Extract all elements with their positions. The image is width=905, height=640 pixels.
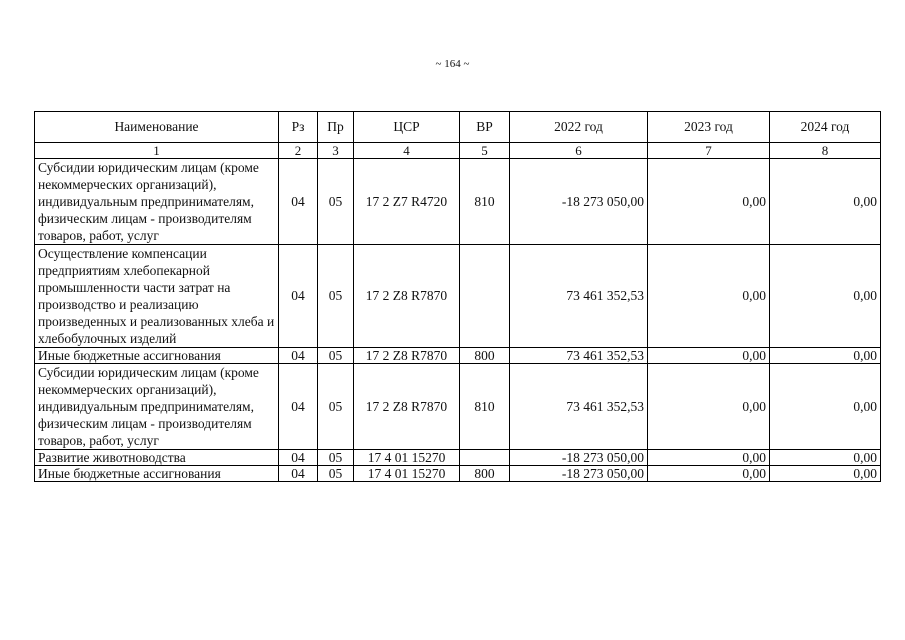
row-name: Субсидии юридическим лицам (кроме некоммерческих организаций), индивидуальным предпринимателям, физическим лицам - производителям товаров, работ, услуг — [35, 364, 279, 450]
column-number: 6 — [510, 143, 648, 159]
header-name: Наименование — [35, 112, 279, 143]
row-2022: 73 461 352,53 — [510, 348, 648, 364]
table-row — [35, 159, 881, 245]
row-pr: 05 — [318, 450, 354, 466]
row-name: Развитие животноводства — [35, 450, 279, 466]
table-row — [35, 466, 881, 482]
row-vr: 810 — [460, 364, 510, 450]
row-2022: -18 273 050,00 — [510, 450, 648, 466]
budget-table — [34, 111, 881, 482]
row-2023: 0,00 — [648, 450, 770, 466]
row-2024: 0,00 — [770, 466, 881, 482]
column-number: 8 — [770, 143, 881, 159]
row-csr: 17 2 Z8 R7870 — [354, 348, 460, 364]
column-number: 1 — [35, 143, 279, 159]
row-2024: 0,00 — [770, 364, 881, 450]
column-number: 5 — [460, 143, 510, 159]
row-rz: 04 — [279, 450, 318, 466]
row-2024: 0,00 — [770, 348, 881, 364]
row-vr: 800 — [460, 466, 510, 482]
row-2024: 0,00 — [770, 245, 881, 348]
header-row — [35, 112, 881, 143]
header-2022: 2022 год — [510, 112, 648, 143]
header-2023: 2023 год — [648, 112, 770, 143]
row-2024: 0,00 — [770, 159, 881, 245]
row-vr — [460, 450, 510, 466]
column-number: 2 — [279, 143, 318, 159]
table-row — [35, 348, 881, 364]
row-2022: 73 461 352,53 — [510, 245, 648, 348]
row-rz: 04 — [279, 348, 318, 364]
row-pr: 05 — [318, 159, 354, 245]
row-2022: 73 461 352,53 — [510, 364, 648, 450]
header-vr: ВР — [460, 112, 510, 143]
row-name: Осуществление компенсации предприятиям хлебопекарной промышленности части затрат на производство и реализацию произведенных и реализованных хлеба и хлебобулочных изделий — [35, 245, 279, 348]
row-rz: 04 — [279, 159, 318, 245]
row-csr: 17 4 01 15270 — [354, 450, 460, 466]
row-vr — [460, 245, 510, 348]
column-number: 3 — [318, 143, 354, 159]
table-row — [35, 245, 881, 348]
row-2023: 0,00 — [648, 364, 770, 450]
row-2023: 0,00 — [648, 245, 770, 348]
row-2023: 0,00 — [648, 466, 770, 482]
row-vr: 800 — [460, 348, 510, 364]
row-csr: 17 2 Z7 R4720 — [354, 159, 460, 245]
header-rz: Рз — [279, 112, 318, 143]
row-name: Иные бюджетные ассигнования — [35, 348, 279, 364]
header-pr: Пр — [318, 112, 354, 143]
column-number: 4 — [354, 143, 460, 159]
column-number: 7 — [648, 143, 770, 159]
row-name: Субсидии юридическим лицам (кроме некоммерческих организаций), индивидуальным предпринимателям, физическим лицам - производителям товаров, работ, услуг — [35, 159, 279, 245]
row-2022: -18 273 050,00 — [510, 159, 648, 245]
row-pr: 05 — [318, 466, 354, 482]
row-rz: 04 — [279, 466, 318, 482]
row-pr: 05 — [318, 348, 354, 364]
row-csr: 17 2 Z8 R7870 — [354, 364, 460, 450]
row-rz: 04 — [279, 364, 318, 450]
row-pr: 05 — [318, 245, 354, 348]
header-csr: ЦСР — [354, 112, 460, 143]
header-2024: 2024 год — [770, 112, 881, 143]
row-2022: -18 273 050,00 — [510, 466, 648, 482]
table-row — [35, 450, 881, 466]
row-csr: 17 2 Z8 R7870 — [354, 245, 460, 348]
row-pr: 05 — [318, 364, 354, 450]
row-csr: 17 4 01 15270 — [354, 466, 460, 482]
row-vr: 810 — [460, 159, 510, 245]
row-2023: 0,00 — [648, 159, 770, 245]
row-rz: 04 — [279, 245, 318, 348]
row-2023: 0,00 — [648, 348, 770, 364]
page-number: ~ 164 ~ — [435, 58, 470, 70]
row-name: Иные бюджетные ассигнования — [35, 466, 279, 482]
row-2024: 0,00 — [770, 450, 881, 466]
table-row — [35, 364, 881, 450]
column-number-row — [35, 143, 881, 159]
